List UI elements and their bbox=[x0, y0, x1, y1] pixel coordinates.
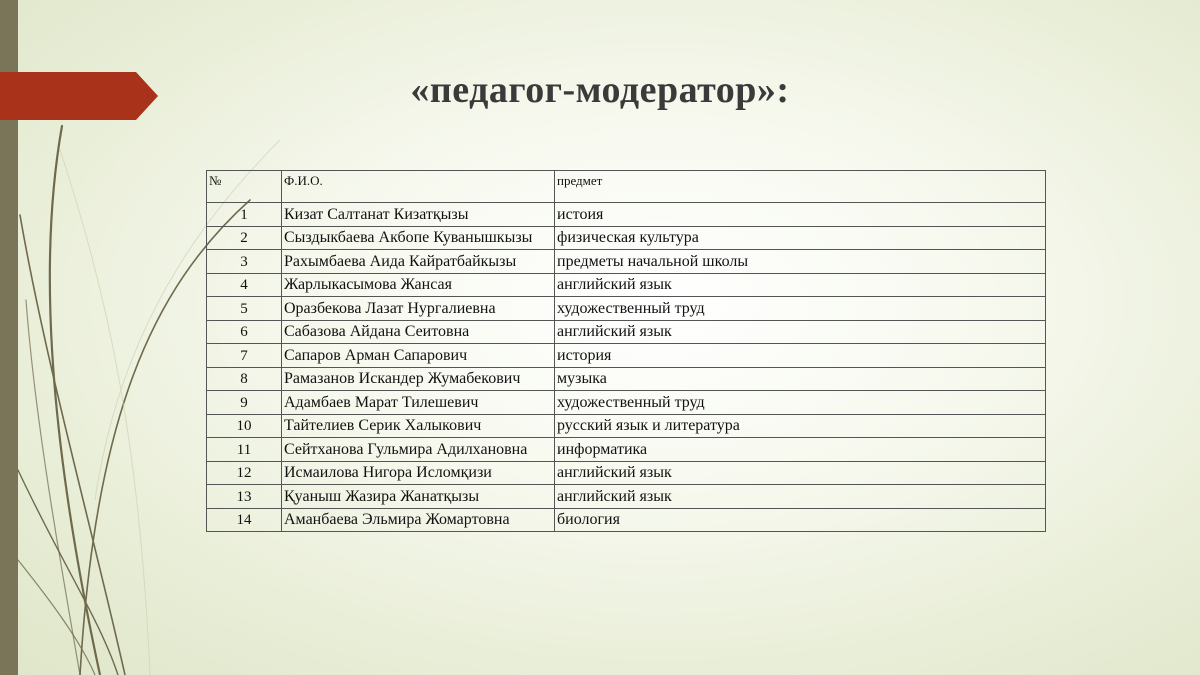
table-row bbox=[207, 344, 1046, 368]
row-number: 13 bbox=[207, 485, 282, 509]
teacher-subject: музыка bbox=[555, 367, 1046, 391]
teacher-name: Кизат Салтанат Кизатқызы bbox=[282, 203, 555, 227]
teacher-subject: художественный труд bbox=[555, 297, 1046, 321]
table-header-row bbox=[207, 171, 1046, 203]
teacher-subject: физическая культура bbox=[555, 226, 1046, 250]
table-row bbox=[207, 391, 1046, 415]
teacher-name: Адамбаев Марат Тилешевич bbox=[282, 391, 555, 415]
row-number: 12 bbox=[207, 461, 282, 485]
row-number: 2 bbox=[207, 226, 282, 250]
row-number: 8 bbox=[207, 367, 282, 391]
row-number: 5 bbox=[207, 297, 282, 321]
teacher-subject: английский язык bbox=[555, 320, 1046, 344]
row-number: 6 bbox=[207, 320, 282, 344]
teacher-subject: предметы начальной школы bbox=[555, 250, 1046, 274]
table-row bbox=[207, 508, 1046, 532]
teacher-subject: английский язык bbox=[555, 461, 1046, 485]
table-row bbox=[207, 250, 1046, 274]
teacher-name: Рахымбаева Аида Кайратбайкызы bbox=[282, 250, 555, 274]
teacher-subject: английский язык bbox=[555, 273, 1046, 297]
header-subject: предмет bbox=[555, 171, 1046, 203]
row-number: 14 bbox=[207, 508, 282, 532]
table-row bbox=[207, 297, 1046, 321]
header-number: № bbox=[207, 171, 282, 203]
teacher-subject: биология bbox=[555, 508, 1046, 532]
row-number: 3 bbox=[207, 250, 282, 274]
row-number: 7 bbox=[207, 344, 282, 368]
teacher-name: Сейтханова Гульмира Адилхановна bbox=[282, 438, 555, 462]
table-row bbox=[207, 438, 1046, 462]
table-row bbox=[207, 414, 1046, 438]
red-arrow-tab bbox=[0, 72, 158, 120]
row-number: 9 bbox=[207, 391, 282, 415]
teacher-subject: история bbox=[555, 344, 1046, 368]
page-title: «педагог-модератор»: bbox=[410, 69, 790, 111]
teacher-name: Сабазова Айдана Сеитовна bbox=[282, 320, 555, 344]
teacher-name: Тайтелиев Серик Халыкович bbox=[282, 414, 555, 438]
teacher-subject: русский язык и литература bbox=[555, 414, 1046, 438]
row-number: 10 bbox=[207, 414, 282, 438]
header-full-name: Ф.И.О. bbox=[282, 171, 555, 203]
teacher-subject: истоия bbox=[555, 203, 1046, 227]
teacher-name: Исмаилова Нигора Исломқизи bbox=[282, 461, 555, 485]
teacher-name: Рамазанов Искандер Жумабекович bbox=[282, 367, 555, 391]
row-number: 4 bbox=[207, 273, 282, 297]
teacher-name: Сапаров Арман Сапарович bbox=[282, 344, 555, 368]
teacher-subject: информатика bbox=[555, 438, 1046, 462]
table-row bbox=[207, 367, 1046, 391]
table-row bbox=[207, 461, 1046, 485]
teacher-name: Жарлыкасымова Жансая bbox=[282, 273, 555, 297]
table-row bbox=[207, 485, 1046, 509]
table-row bbox=[207, 226, 1046, 250]
teacher-name: Қуаныш Жазира Жанатқызы bbox=[282, 485, 555, 509]
row-number: 1 bbox=[207, 203, 282, 227]
teacher-name: Сыздыкбаева Акбопе Куванышкызы bbox=[282, 226, 555, 250]
table-row bbox=[207, 203, 1046, 227]
table-row bbox=[207, 320, 1046, 344]
teacher-subject: художественный труд bbox=[555, 391, 1046, 415]
teachers-table bbox=[206, 170, 1046, 532]
teacher-name: Аманбаева Эльмира Жомартовна bbox=[282, 508, 555, 532]
table-row bbox=[207, 273, 1046, 297]
row-number: 11 bbox=[207, 438, 282, 462]
teacher-subject: английский язык bbox=[555, 485, 1046, 509]
teacher-name: Оразбекова Лазат Нургалиевна bbox=[282, 297, 555, 321]
